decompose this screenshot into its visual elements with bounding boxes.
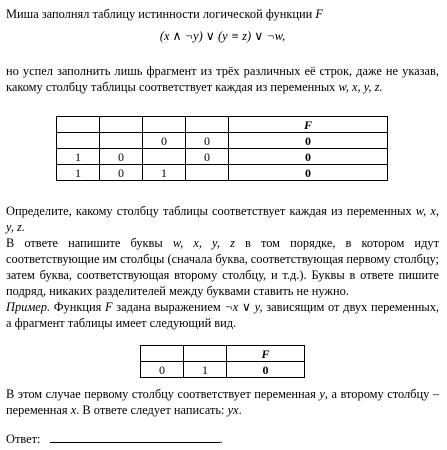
example-label: Пример. — [6, 300, 51, 314]
example-function-name: F — [105, 300, 113, 314]
header-cell-f: F — [227, 346, 305, 362]
intro-line — [6, 6, 439, 22]
header-cell-f: F — [229, 117, 388, 133]
conclusion — [6, 386, 439, 418]
header-cell — [184, 346, 227, 362]
conclusion-var-x: x — [70, 403, 77, 417]
intro-paragraph-text: но успел заполнить лишь фрагмент из трёх различных её строк, даже не указав, какому столбцу таблицы соответствует каждая из переменных — [6, 64, 439, 94]
table-cell — [57, 133, 100, 149]
intro-text: Миша заполнял таблицу истинности логической функции — [6, 7, 316, 21]
table-cell: 0 — [100, 165, 143, 181]
answer-row — [6, 430, 439, 447]
example — [6, 299, 439, 331]
conclusion-text-d: . — [238, 403, 242, 417]
question-vars: w, x, y, z. — [6, 204, 439, 234]
table-cell-f: 0 — [229, 149, 388, 165]
table-cell — [143, 149, 186, 165]
table-cell — [100, 133, 143, 149]
conclusion-text-a: В этом случае первому столбцу соответствует переменная — [6, 387, 320, 401]
table-cell-f: 0 — [229, 133, 388, 149]
example-expression: ¬x ∨ y, — [224, 300, 263, 314]
table-cell: 0 — [141, 362, 184, 378]
table-cell: 1 — [57, 165, 100, 181]
header-cell — [141, 346, 184, 362]
table-cell — [186, 165, 229, 181]
answer-end: . — [219, 432, 223, 446]
example-header-row — [141, 346, 305, 362]
table-cell: 1 — [143, 165, 186, 181]
instructions — [6, 235, 439, 299]
answer-label: Ответ: — [6, 432, 44, 446]
table-cell: 0 — [186, 133, 229, 149]
example-text-a: Функция — [50, 300, 106, 314]
example-text-b: задана выражением — [112, 300, 225, 314]
instructions-vars: w, x, y, z — [172, 236, 235, 250]
table-cell-f: 0 — [227, 362, 305, 378]
table-header-row — [57, 117, 388, 133]
header-cell — [100, 117, 143, 133]
instructions-text-b: в том порядке, в котором идут соответствующие им столбцы (сначала буква, соответствующая первому столбцу; затем буква, соответствующая второму столбцу, и т.д.). Буквы в ответе пишите подряд, никаких разделителей между буквами ставить не нужно. — [6, 236, 439, 298]
conclusion-var-y: y — [319, 387, 325, 401]
formula: (x ∧ ¬y) ∨ (y ≡ z) ∨ ¬w, — [159, 29, 286, 43]
table-cell: 0 — [143, 133, 186, 149]
table-cell: 0 — [100, 149, 143, 165]
table-row — [57, 149, 388, 165]
conclusion-text-c: . В ответе следует написать: — [76, 403, 228, 417]
question-text: Определите, какому столбцу таблицы соответствует каждая из переменных — [6, 204, 416, 218]
table-cell: 0 — [186, 149, 229, 165]
function-name: F — [315, 7, 323, 21]
header-cell — [186, 117, 229, 133]
example-row — [141, 362, 305, 378]
header-cell — [57, 117, 100, 133]
table-row — [57, 165, 388, 181]
answer-blank[interactable] — [50, 430, 220, 443]
intro-paragraph — [6, 63, 439, 95]
intro-vars: w, x, y, z. — [338, 80, 383, 94]
conclusion-answer: yx — [227, 403, 239, 417]
instructions-text-a: В ответе напишите буквы — [6, 236, 173, 250]
table-row — [57, 133, 388, 149]
table-cell: 1 — [57, 149, 100, 165]
truth-table — [56, 116, 388, 181]
table-cell-f: 0 — [229, 165, 388, 181]
example-text-c: зависящим от двух переменных, а фрагмент таблицы имеет следующий вид. — [6, 300, 439, 330]
header-cell — [143, 117, 186, 133]
example-table — [140, 345, 305, 378]
conclusion-text-b: , а второму столбцу – переменная — [6, 387, 439, 417]
question — [6, 203, 439, 235]
table-cell: 1 — [184, 362, 227, 378]
